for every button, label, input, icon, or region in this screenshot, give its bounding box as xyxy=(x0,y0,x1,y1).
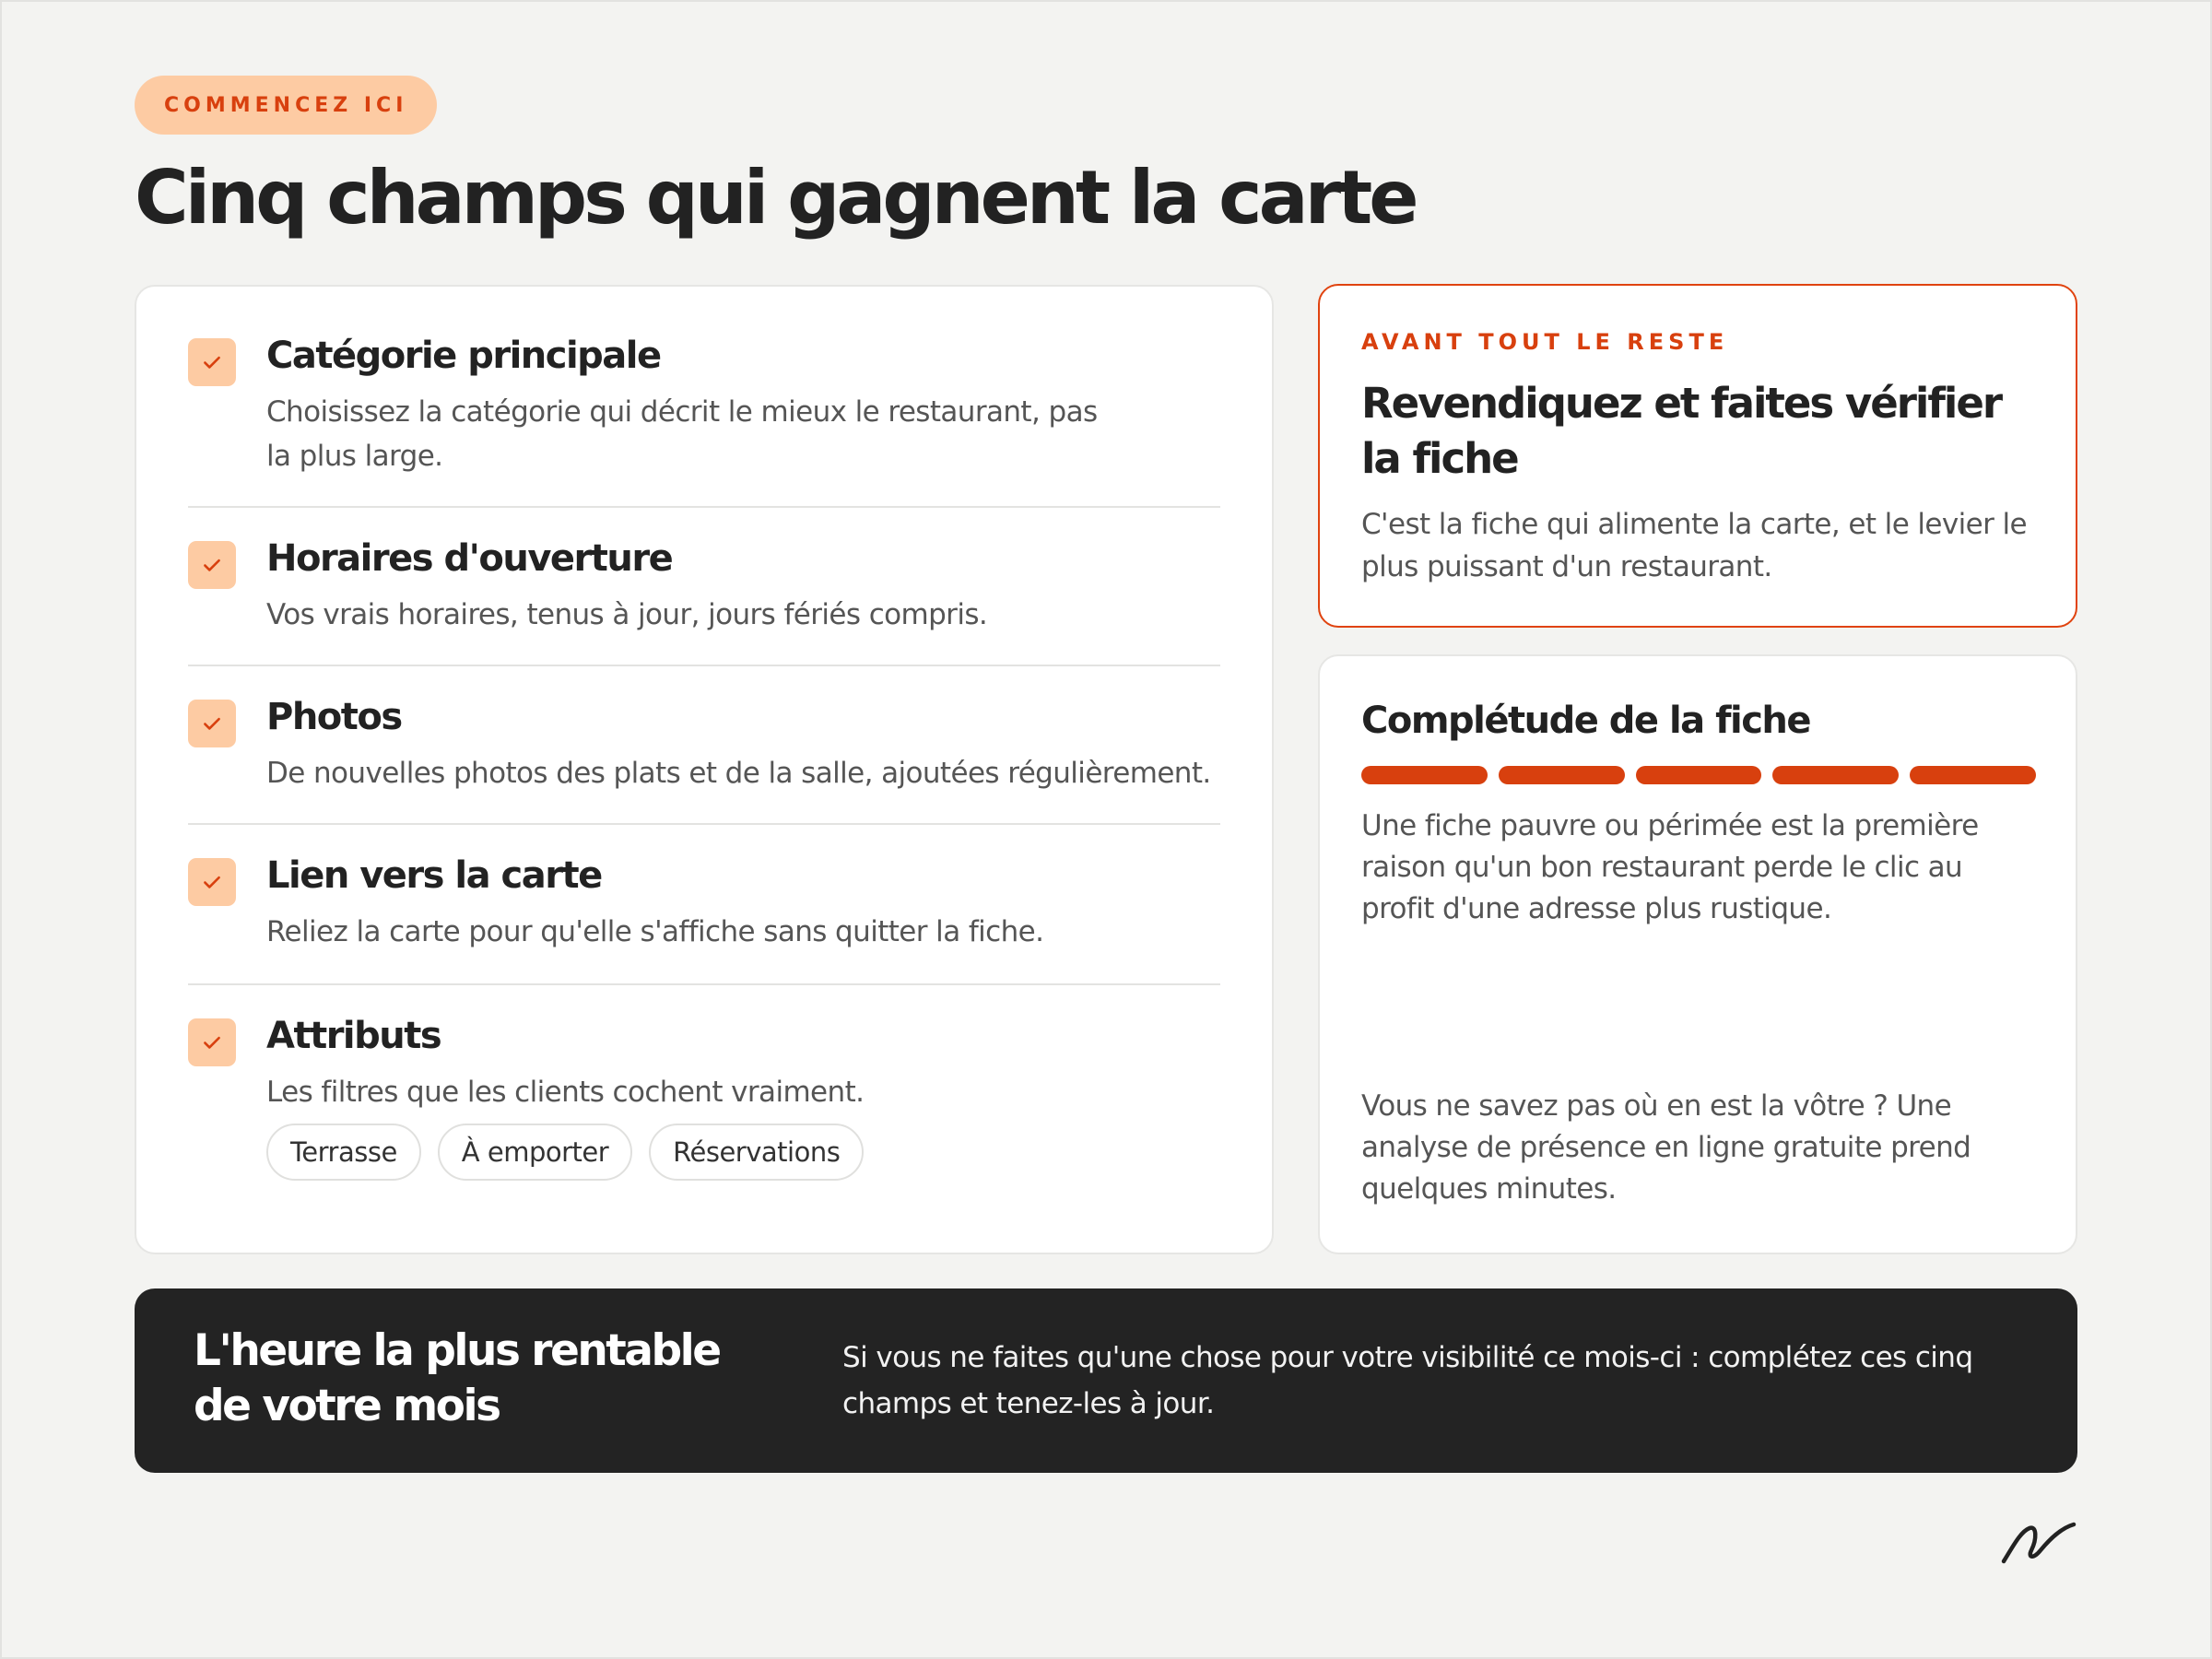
checkmark-icon xyxy=(200,870,224,894)
completeness-progress xyxy=(1361,766,2036,784)
alert-kicker: AVANT TOUT LE RESTE xyxy=(1361,329,1729,355)
checkbox[interactable] xyxy=(188,700,236,747)
item-title: Attributs xyxy=(266,1015,441,1057)
chip-reservations[interactable]: Réservations xyxy=(649,1124,864,1181)
progress-segment xyxy=(1361,766,1488,784)
page-title: Cinq champs qui gagnent la carte xyxy=(135,155,1416,241)
divider xyxy=(188,506,1220,508)
progress-segment xyxy=(1499,766,1625,784)
alert-body: C'est la fiche qui alimente la carte, et le levier le plus puissant d'un restaurant. xyxy=(1361,508,2028,583)
divider xyxy=(188,665,1220,666)
progress-segment xyxy=(1910,766,2036,784)
item-title: Catégorie principale xyxy=(266,335,661,377)
chip-a-emporter[interactable]: À emporter xyxy=(438,1124,632,1181)
checklist-item-category xyxy=(188,335,1220,473)
cta-body: Si vous ne faites qu'une chose pour votre visibilité ce mois-ci : complétez ces cinq champs et tenez-les à jour. xyxy=(842,1341,1973,1420)
checkmark-icon xyxy=(200,712,224,735)
chip-terrasse[interactable]: Terrasse xyxy=(266,1124,421,1181)
item-title: Lien vers la carte xyxy=(266,854,602,897)
checkbox[interactable] xyxy=(188,338,236,386)
divider xyxy=(188,823,1220,825)
checklist-item-attributes xyxy=(188,1015,1220,1199)
progress-segment xyxy=(1636,766,1762,784)
checklist-card xyxy=(135,285,1274,1254)
item-title: Horaires d'ouverture xyxy=(266,537,673,580)
item-description: Choisissez la catégorie qui décrit le mieux le restaurant, pas la plus large. xyxy=(266,395,1098,473)
claim-listing-card xyxy=(1318,284,2077,628)
item-description: Vos vrais horaires, tenus à jour, jours fériés compris. xyxy=(266,598,988,631)
checkbox[interactable] xyxy=(188,541,236,589)
item-title: Photos xyxy=(266,696,402,738)
kicker-badge: COMMENCEZ ICI xyxy=(135,76,437,135)
attribute-chips xyxy=(266,1124,864,1181)
completeness-body: Une fiche pauvre ou périmée est la première raison qu'un bon restaurant perde le clic au profit d'une adresse plus rustique. xyxy=(1361,809,1979,925)
checklist-item-menu-link xyxy=(188,854,1220,965)
checkmark-icon xyxy=(200,350,224,374)
item-description: De nouvelles photos des plats et de la salle, ajoutées régulièrement. xyxy=(266,757,1211,790)
divider xyxy=(188,983,1220,985)
completeness-title: Complétude de la fiche xyxy=(1361,700,1811,742)
completeness-footer: Vous ne savez pas où en est la vôtre ? Une analyse de présence en ligne gratuite prend quelques minutes. xyxy=(1361,1089,1971,1206)
completeness-card xyxy=(1318,654,2077,1254)
progress-segment xyxy=(1772,766,1899,784)
checklist-item-hours xyxy=(188,537,1220,648)
checkmark-icon xyxy=(200,553,224,577)
cta-banner xyxy=(135,1288,2077,1473)
checkmark-icon xyxy=(200,1030,224,1054)
cta-title: L'heure la plus rentable de votre mois xyxy=(194,1325,720,1431)
checkbox[interactable] xyxy=(188,858,236,906)
item-description: Les filtres que les clients cochent vraiment. xyxy=(266,1076,865,1109)
item-description: Reliez la carte pour qu'elle s'affiche sans quitter la fiche. xyxy=(266,915,1044,948)
alert-title: Revendiquez et faites vérifier la fiche xyxy=(1361,379,2002,483)
checklist-item-photos xyxy=(188,696,1220,806)
checkbox[interactable] xyxy=(188,1018,236,1066)
signature-logo-icon xyxy=(2000,1519,2079,1567)
